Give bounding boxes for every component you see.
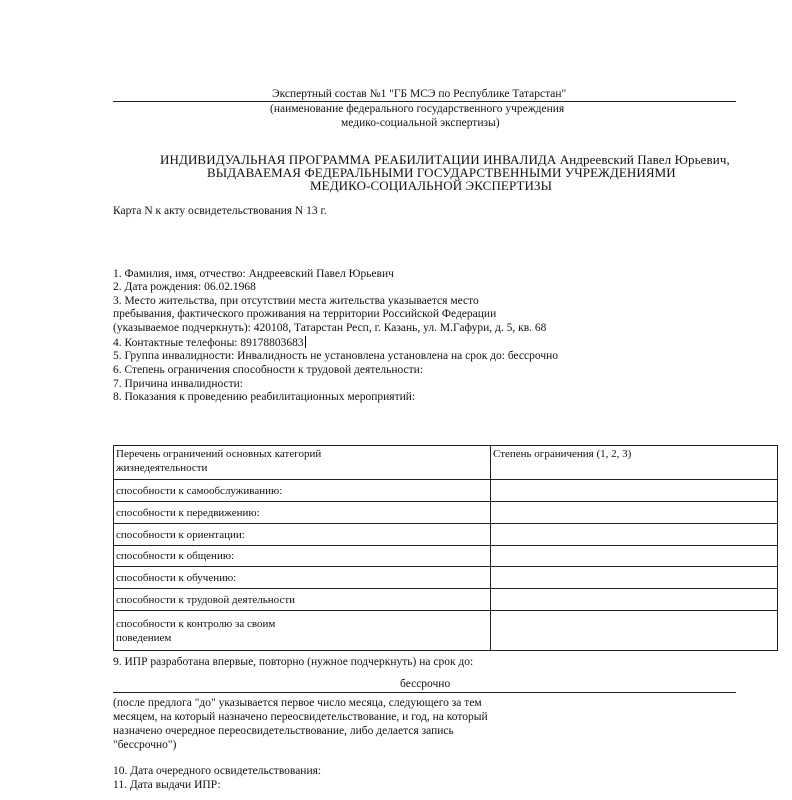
table-row-value[interactable]	[491, 589, 778, 611]
table-header-col1-line1: Перечень ограничений основных категорий	[116, 448, 322, 460]
organization-caption-1: (наименование федерального государственного учреждения	[270, 103, 565, 115]
table-row-label: способности к передвижению:	[114, 502, 491, 524]
table-row-label	[114, 611, 491, 651]
table-row-value[interactable]	[491, 480, 778, 502]
document-title-line-2: ВЫДАВАЕМАЯ ФЕДЕРАЛЬНЫМИ ГОСУДАРСТВЕННЫМИ УЧРЕЖДЕНИЯМИ	[207, 165, 676, 180]
section9-text: 9. ИПР разработана впервые, повторно (нужное подчеркнуть) на срок до:	[113, 656, 474, 668]
organization-underline	[113, 101, 736, 102]
field-full-name: 1. Фамилия, имя, отчество: Андреевский Павел Юрьевич	[113, 268, 394, 280]
section9-value: бессрочно	[400, 678, 451, 690]
table-row	[114, 502, 778, 524]
table-row	[114, 589, 778, 611]
table-last-row-line2: поведением	[116, 631, 172, 644]
field-address-2: пребывания, фактического проживания на территории Российской Федерации	[113, 308, 497, 320]
section9-note-4: "бессрочно")	[113, 739, 177, 751]
table-header-col1-line2: жизнедеятельности	[116, 462, 208, 474]
field-birth-date: 2. Дата рождения: 06.02.1968	[113, 281, 256, 293]
organization-name: Экспертный состав №1 "ГБ МСЭ по Республике Татарстан"	[272, 88, 567, 100]
table-header-col2: Степень ограничения (1, 2, 3)	[491, 446, 778, 480]
table-row-label: способности к обучению:	[114, 567, 491, 589]
field-disability-cause: 7. Причина инвалидности:	[113, 378, 243, 390]
limitations-table	[113, 445, 778, 651]
table-row-label: способности к трудовой деятельности	[114, 589, 491, 611]
text-cursor	[305, 336, 306, 348]
table-row	[114, 546, 778, 567]
table-last-row-line1: способности к контролю за своим	[116, 617, 276, 630]
section9-note-1: (после предлога "до" указывается первое число месяца, следующего за тем	[113, 697, 482, 709]
document-title-line-1: ИНДИВИДУАЛЬНАЯ ПРОГРАММА РЕАБИЛИТАЦИИ ИНВАЛИДА Андреевский Павел Юрьевич,	[160, 152, 730, 167]
organization-caption-2: медико-социальной экспертизы)	[341, 117, 500, 129]
section9-note-2: месяцем, на который назначено переосвидетельствование, и год, на который	[113, 711, 488, 723]
field-work-limitation: 6. Степень ограничения способности к трудовой деятельности:	[113, 364, 424, 376]
table-row-value[interactable]	[491, 567, 778, 589]
table-header-row	[114, 446, 778, 480]
field-issue-date: 11. Дата выдачи ИПР:	[113, 779, 221, 791]
section9-note-3: назначено очередное переосвидетельствование, либо делается запись	[113, 725, 454, 737]
table-row	[114, 524, 778, 546]
table-row-label: способности к ориентации:	[114, 524, 491, 546]
field-disability-group: 5. Группа инвалидности: Инвалидность не установлена установлена на срок до: бессрочно	[113, 350, 559, 362]
field-address-1: 3. Место жительства, при отсутствии места жительства указывается место	[113, 295, 479, 307]
section9-underline	[113, 692, 736, 693]
field-address-3: (указываемое подчеркнуть): 420108, Татарстан Респ, г. Казань, ул. М.Гафури, д. 5, кв. 68	[113, 322, 547, 334]
table-row	[114, 480, 778, 502]
table-row-value[interactable]	[491, 524, 778, 546]
table-header-col1	[114, 446, 491, 480]
field-phone-text: 4. Контактные телефоны: 89178803683	[113, 337, 304, 349]
table-row-label: способности к общению:	[114, 546, 491, 567]
table-row-value[interactable]	[491, 502, 778, 524]
field-phone[interactable]	[113, 336, 306, 349]
table-row-value[interactable]	[491, 546, 778, 567]
table-row-label: способности к самообслуживанию:	[114, 480, 491, 502]
field-rehab-indications: 8. Показания к проведению реабилитационных мероприятий:	[113, 391, 416, 403]
table-row	[114, 567, 778, 589]
table-row	[114, 611, 778, 651]
table-row-value[interactable]	[491, 611, 778, 651]
field-next-examination-date: 10. Дата очередного освидетельствования:	[113, 765, 322, 777]
document-title-line-3: МЕДИКО-СОЦИАЛЬНОЙ ЭКСПЕРТИЗЫ	[310, 178, 553, 193]
card-line: Карта N к акту освидетельствования N 13 г.	[113, 205, 327, 217]
